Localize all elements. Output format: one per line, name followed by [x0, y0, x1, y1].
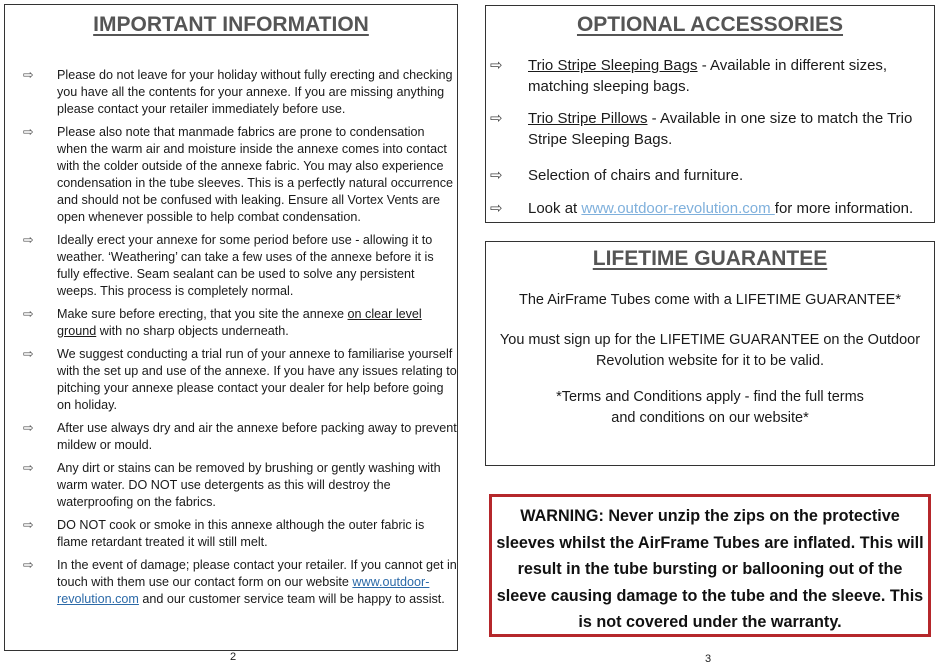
arrow-right-icon: ⇨ [23, 125, 34, 139]
important-information-title: IMPORTANT INFORMATION [93, 13, 369, 36]
guarantee-line-2: You must sign up for the LIFETIME GUARANTEE on the Outdoor Revolution website for it to be valid. [499, 332, 921, 369]
important-information-list [23, 67, 457, 614]
important-information-panel [4, 4, 458, 651]
optional-accessories-panel [485, 5, 935, 223]
warning-box [489, 494, 931, 637]
arrow-right-icon: ⇨ [490, 199, 503, 217]
list-item [23, 557, 457, 608]
list-item [490, 166, 930, 187]
arrow-right-icon: ⇨ [23, 68, 34, 82]
arrow-right-icon: ⇨ [23, 518, 34, 532]
list-item [23, 67, 457, 118]
list-item [490, 109, 930, 150]
list-item-text: Ideally erect your annexe for some period before use - allowing it to weather. ‘Weathering’ can take a few uses of the annexe before it is fully effective. Seam sealant can be used to solve any persistent weeps. This process is completely normal. [57, 233, 434, 298]
arrow-right-icon: ⇨ [23, 307, 34, 321]
lifetime-guarantee-title: LIFETIME GUARANTEE [592, 247, 828, 270]
accessories-list [490, 56, 930, 231]
page-number-right: 3 [705, 653, 712, 665]
website-link[interactable]: www.outdoor-revolution.com [57, 575, 430, 606]
arrow-right-icon: ⇨ [490, 57, 503, 74]
list-item [23, 420, 457, 454]
list-item [23, 232, 457, 300]
list-item [23, 460, 457, 511]
website-link[interactable]: www.outdoor-revolution.com [581, 199, 775, 217]
list-item-text: We suggest conducting a trial run of your annexe to familiarise yourself with the set up and use of the annexe. If you have any issues relating to pitching your annexe please contact your dealer for help before going on holiday. [57, 347, 457, 412]
list-item-text-after: for more information. [774, 199, 914, 217]
arrow-right-icon: ⇨ [23, 421, 34, 435]
page-number-left: 2 [230, 651, 237, 663]
guarantee-line-3: *Terms and Conditions apply - find the full terms and conditions on our website* [556, 389, 864, 426]
arrow-right-icon: ⇨ [23, 347, 34, 361]
list-item-text: Look at [528, 199, 582, 217]
list-item-text: Please also note that manmade fabrics are prone to condensation when the warm air and moisture inside the annexe comes into contact with the colder outside of the annexe fabric. You may also experience condensation in the tube sleeves. This is a perfectly natural occurrence and should not be confused with leaking. Ensure all Vortex Vents are open whenever possible to help combat condensation. [57, 125, 453, 224]
warning-text: WARNING: Never unzip the zips on the protective sleeves whilst the AirFrame Tubes are inflated. This will result in the tube bursting or ballooning out of the sleeve causing damage to the tube and the sleeve. This is not covered under the warranty. [496, 507, 924, 631]
arrow-right-icon: ⇨ [23, 233, 34, 247]
arrow-right-icon: ⇨ [490, 110, 503, 127]
list-item-text: DO NOT cook or smoke in this annexe although the outer fabric is flame retardant treated it will still melt. [57, 518, 425, 549]
list-item-text: Please do not leave for your holiday without fully erecting and checking you have all the contents for your annexe. If you are missing anything please contact your retailer immediately before use. [57, 68, 453, 116]
list-item-text: Make sure before erecting, that you site the annexe [57, 307, 348, 321]
list-item-text-after: with no sharp objects underneath. [96, 324, 289, 338]
sleeping-bags-name: Trio Stripe Sleeping Bags [528, 57, 698, 74]
list-item-text-after: and our customer service team will be happy to assist. [138, 592, 445, 606]
list-item [23, 124, 457, 226]
arrow-right-icon: ⇨ [490, 167, 503, 184]
list-item [23, 306, 457, 340]
list-item-text: Selection of chairs and furniture. [528, 167, 744, 184]
list-item-text: After use always dry and air the annexe before packing away to prevent mildew or mould. [57, 421, 457, 452]
clear-level-ground-underline: on clear level ground [57, 307, 422, 338]
optional-accessories-title: OPTIONAL ACCESSORIES [576, 13, 844, 36]
list-item-text: In the event of damage; please contact your retailer. If you cannot get in touch with them use our contact form on our website [57, 558, 457, 589]
list-item-text: - Available in different sizes, matching sleeping bags. [528, 57, 888, 95]
lifetime-guarantee-panel [485, 241, 935, 466]
pillows-name: Trio Stripe Pillows [528, 110, 648, 127]
guarantee-line-1: The AirFrame Tubes come with a LIFETIME GUARANTEE* [519, 292, 901, 308]
list-item-text: - Available in one size to match the Trio Stripe Sleeping Bags. [528, 110, 913, 148]
arrow-right-icon: ⇨ [23, 558, 34, 572]
list-item [490, 199, 930, 220]
list-item [23, 346, 457, 414]
arrow-right-icon: ⇨ [23, 461, 34, 475]
list-item [490, 56, 930, 97]
list-item [23, 517, 457, 551]
list-item-text: Any dirt or stains can be removed by brushing or gently washing with warm water. DO NOT use detergents as this will destroy the waterproofing on the fabrics. [57, 461, 441, 509]
